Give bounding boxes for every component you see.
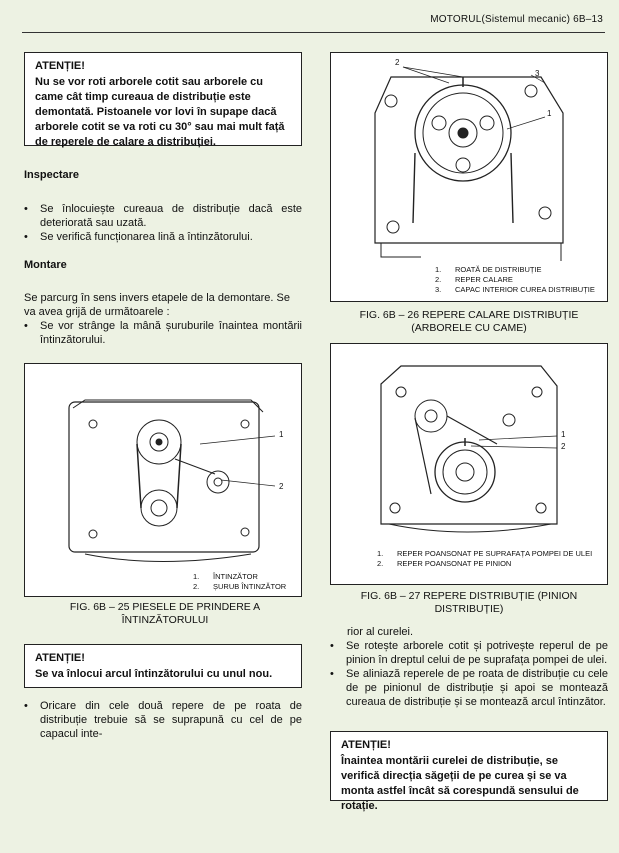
right-list bbox=[330, 639, 608, 709]
warning-text: Înaintea montării curelei de distribuție, se verifică direcția săgeții de pe curea și se va monta astfel încât să corespundă sensului de rotație. bbox=[341, 755, 579, 812]
figure-legend: 1. REPER POANSONAT PE SUPRAFAȚA POMPEI DE ULEI 2. REPER POANSONAT PE PINION bbox=[377, 549, 593, 568]
list-item: • Se aliniază reperele de pe roata de distribuție cu cele de pe pinionul de distribuție și apoi se montează cureaua de distribuție și se montează arcul întinzător. bbox=[330, 667, 608, 709]
list-item: • Se rotește arborele cotit și potrivește reperul de pe pinion în dreptul celui de pe suprafața pompei de ulei. bbox=[330, 639, 608, 667]
heading-montare: Montare bbox=[24, 259, 67, 271]
warning-title: ATENȚIE! bbox=[35, 652, 85, 664]
warning-title: ATENȚIE! bbox=[341, 739, 391, 751]
header-rule bbox=[22, 32, 605, 33]
figure-6b-27 bbox=[330, 343, 608, 585]
tensioner-drawing bbox=[25, 364, 302, 597]
figure-6b-26 bbox=[330, 52, 608, 302]
continued-text: rior al curelei. bbox=[347, 626, 414, 638]
list-item: • Se înlocuiește cureaua de distribuție dacă este deteriorată sau uzată. bbox=[24, 202, 302, 230]
left-bottom-list bbox=[24, 699, 302, 741]
warning-box-1 bbox=[24, 52, 302, 146]
callout-2: 2 bbox=[395, 58, 400, 67]
figure-legend: 1. ROATĂ DE DISTRIBUȚIE 2. REPER CALARE 3. CAPAC INTERIOR CUREA DISTRIBUȚIE bbox=[435, 265, 595, 294]
figure-legend: 1. ÎNTINZĂTOR 2. ȘURUB ÎNTINZĂTOR bbox=[193, 572, 287, 591]
warning-text: Se va înlocui arcul întinzătorului cu unul nou. bbox=[35, 668, 273, 680]
warning-box-2 bbox=[24, 644, 302, 688]
inspect-list bbox=[24, 202, 302, 244]
list-item: • Se verifică funcționarea lină a întinzătorului. bbox=[24, 230, 302, 244]
callout-3: 3 bbox=[535, 69, 540, 78]
callout-1: 1 bbox=[561, 430, 566, 439]
callout-1: 1 bbox=[547, 109, 552, 118]
caption-fig27: FIG. 6B – 27 REPERE DISTRIBUȚIE (PINION DISTRIBUȚIE) bbox=[360, 590, 578, 615]
montare-intro: Se parcurg în sens invers etapele de la demontare. Se va avea grijă de următoarele : bbox=[24, 292, 290, 318]
heading-inspectare: Inspectare bbox=[24, 169, 80, 181]
montare-list bbox=[24, 319, 302, 347]
callout-2: 2 bbox=[279, 482, 284, 491]
warning-title: ATENȚIE! bbox=[35, 60, 85, 72]
figure-6b-25 bbox=[24, 363, 302, 597]
page-header: MOTORUL(Sistemul mecanic) 6B–13 bbox=[430, 14, 603, 25]
list-item: • Se vor strânge la mână șuruburile înaintea montării întinzătorului. bbox=[24, 319, 302, 347]
caption-fig26: FIG. 6B – 26 REPERE CALARE DISTRIBUȚIE (ARBORELE CU CAME) bbox=[359, 309, 579, 334]
list-item: • Oricare din cele două repere de pe roata de distribuție trebuie să se suprapună cu cel de pe capacul inte- bbox=[24, 699, 302, 741]
warning-text: Nu se vor roti arborele cotit sau arborele cu came cât timp cureaua de distribuție este demontată. Pistoanele vor lovi în supape dacă arborele cotit se va roti cu 30° sau mai mult față de reperele de calare a distribuției. bbox=[35, 76, 285, 148]
callout-2: 2 bbox=[561, 442, 566, 451]
callout-1: 1 bbox=[279, 430, 284, 439]
caption-fig25: FIG. 6B – 25 PIESELE DE PRINDERE A ÎNTINZĂTORULUI bbox=[69, 601, 261, 626]
warning-box-3 bbox=[330, 731, 608, 812]
